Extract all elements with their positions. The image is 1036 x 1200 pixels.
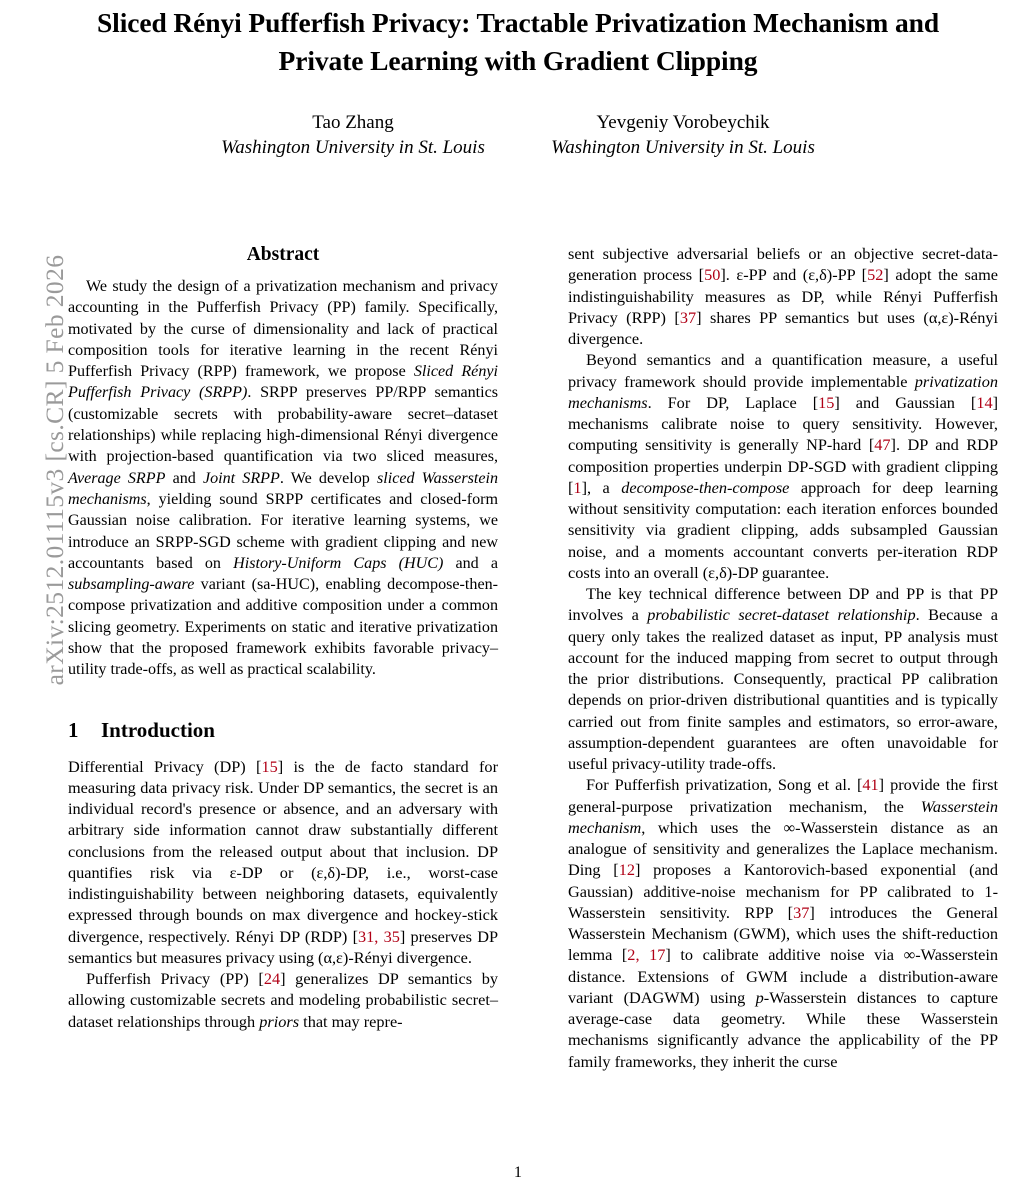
text-run: ] provide the first general-purpose privatization mechanism, the <box>568 775 998 816</box>
text-run: and <box>165 469 203 487</box>
text-run: -Wasserstein distances to capture average-case data geometry. While these Wasserstein mechanisms significantly advance the applicability of the PP family frameworks, they inherit the curse <box>568 987 998 1071</box>
citation-link[interactable]: 37 <box>679 307 697 327</box>
emphasis-text: sliced Wasserstein mechanisms <box>68 469 498 508</box>
body-paragraph <box>68 968 498 1032</box>
left-column-paragraphs <box>68 756 498 1032</box>
citation-link[interactable]: 37 <box>793 902 810 922</box>
citation-link[interactable]: 12 <box>618 860 636 880</box>
citation-link[interactable]: 1 <box>573 477 582 497</box>
text-run: Differential Privacy (DP) [ <box>68 756 262 776</box>
text-run: ] generalizes DP semantics by allowing customizable secrets and modeling probabilistic secret–dataset relationships through <box>68 969 498 1031</box>
author-name: Tao Zhang <box>312 112 394 133</box>
citation-link[interactable]: 50 <box>704 265 721 285</box>
text-run: ] preserves DP semantics but measures privacy using (α,ε)-Rényi divergence. <box>68 926 499 967</box>
citation-link[interactable]: 41 <box>862 775 879 795</box>
arxiv-identifier-stamp: arXiv:2512.01115v3 [cs.CR] 5 Feb 2026 <box>40 254 69 686</box>
text-run: ]. ε-PP and (ε,δ)-PP [ <box>720 265 868 285</box>
text-run: Pufferfish Privacy (PP) [ <box>86 969 264 989</box>
citation-link[interactable]: 2, 17 <box>627 945 666 965</box>
body-paragraph <box>68 756 498 969</box>
emphasis-text: privatization mechanisms <box>568 371 998 412</box>
text-run: For Pufferfish privatization, Song et al. [ <box>586 775 863 795</box>
text-run: ] introduces the General Wasserstein Mechanism (GWM), which uses the shift-reduction lemma [ <box>568 902 998 965</box>
body-paragraph <box>568 349 998 583</box>
body-paragraph <box>568 243 998 349</box>
text-run: , which uses the ∞-Wasserstein distance as an analogue of sensitivity and generalizes the Laplace mechanism. Ding [ <box>568 817 998 880</box>
text-run: , yielding sound SRPP certificates and closed-form Gaussian noise calibration. For iterative learning systems, we introduce an SRPP-SGD scheme with gradient clipping and new accountants based on <box>68 490 498 572</box>
text-run: . We develop <box>279 469 377 487</box>
text-run: . Because a query only takes the realized dataset as input, PP analysis must account for the induced mapping from secret to output through the prior distributions. Consequently, practical PP calibration depends on prior-driven distributional quantities and is typically carried out from finite samples and estimators, so error-aware, assumption-dependent guarantees are often unavoidable for useful privacy-utility trade-offs. <box>568 605 999 773</box>
body-paragraph <box>568 774 998 1072</box>
section-title: Introduction <box>101 717 215 742</box>
text-run: ]. DP and RDP composition properties underpin DP-SGD with gradient clipping [ <box>568 435 998 497</box>
text-run: ] adopt the same indistinguishability measures as DP, while Rényi Pufferfish Privacy (RPP) [ <box>568 265 998 327</box>
text-run: We study the design of a privatization mechanism and privacy accounting in the Pufferfish Privacy (PP) family. Specifically, motivated by the curse of dimensionality and lack of practical composition tools for iterative learning in the recent Rényi Pufferfish Privacy (RPP) framework, we propose <box>68 278 498 381</box>
text-run: ] mechanisms calibrate noise to query sensitivity. However, computing sensitivity is generally NP-hard [ <box>568 392 999 455</box>
abstract-text <box>68 276 498 681</box>
body-paragraph <box>568 583 998 774</box>
emphasis-text: Joint SRPP <box>202 469 280 487</box>
emphasis-text: decompose-then-compose <box>621 477 790 497</box>
citation-link[interactable]: 24 <box>263 969 281 989</box>
text-run: . For DP, Laplace [ <box>647 392 819 412</box>
page-number: 1 <box>513 1162 523 1181</box>
emphasis-text: Sliced Rényi Pufferfish Privacy (SRPP) <box>68 363 498 402</box>
author-entry <box>188 110 518 160</box>
author-affiliation: Washington University in St. Louis <box>551 137 815 158</box>
text-run: ] to calibrate additive noise via ∞-Wasserstein distance. Extensions of GWM include a distribution-aware variant (DAGWM) using <box>568 945 998 1007</box>
text-run: Beyond semantics and a quantification measure, a useful privacy framework should provide implementable <box>568 350 998 391</box>
author-affiliation: Washington University in St. Louis <box>221 137 485 158</box>
text-run: . SRPP preserves PP/RPP semantics (customizable secrets with probability-aware secret–dataset relationships) while replacing high-dimensional Rényi divergence with projection-based quantification via two sliced measures, <box>68 384 499 466</box>
text-run: and a <box>443 554 499 572</box>
emphasis-text: p <box>755 987 764 1007</box>
citation-link[interactable]: 47 <box>874 435 891 455</box>
author-name: Yevgeniy Vorobeychik <box>596 112 770 133</box>
citation-link[interactable]: 14 <box>976 392 993 412</box>
emphasis-text: Average SRPP <box>68 469 166 487</box>
text-run: variant (sa-HUC), enabling decompose-then-compose privatization and additive composition under a common slicing geometry. Experiments on static and iterative privatization show that the proposed framework exhibits favorable privacy–utility trade-offs, as well as practical scalability. <box>68 576 498 679</box>
text-run: sent subjective adversarial beliefs or an objective secret-data-generation process [ <box>568 244 998 285</box>
text-run: ] and Gaussian [ <box>834 392 977 412</box>
citation-link[interactable]: 31, 35 <box>358 926 400 946</box>
abstract-heading: Abstract <box>246 244 320 265</box>
author-entry <box>518 110 848 160</box>
right-column-paragraphs <box>568 243 998 1072</box>
text-run: ] shares PP semantics but uses (α,ε)-Rényi divergence. <box>568 307 998 348</box>
page-title: Sliced Rényi Pufferfish Privacy: Tractable Privatization Mechanism and Private Learning with Gradient Clipping <box>96 7 940 76</box>
emphasis-text: probabilistic secret-dataset relationship <box>647 605 916 625</box>
emphasis-text: subsampling-aware <box>68 576 195 594</box>
text-run: ] is the de facto standard for measuring data privacy risk. Under DP semantics, the secret is an individual record's presence or absence, and an adversary with arbitrary side information cannot draw substantially different conclusions from the released output about that inclusion. DP quantifies risk via ε-DP or (ε,δ)-DP, i.e., worst-case indistinguishability between neighboring datasets, equivalently expressed through bounds on max divergence and hockey-stick divergence, respectively. Rényi DP (RDP) [ <box>68 756 498 946</box>
text-run: ] proposes a Kantorovich-based exponential (and Gaussian) additive-noise mechanism for PP calibrated to 1-Wasserstein sensitivity. RPP [ <box>568 860 999 922</box>
citation-link[interactable]: 52 <box>867 265 884 285</box>
text-run: that may repre- <box>299 1011 403 1031</box>
emphasis-text: History-Uniform Caps (HUC) <box>233 554 444 572</box>
emphasis-text: Wasserstein mechanism <box>568 796 998 837</box>
text-run: approach for deep learning without sensitivity computation: each iteration enforces bounded sensitivity via gradient clipping, adds subsampled Gaussian noise, and a moments accountant converts per-iteration RDP costs into an overall (ε,δ)-DP guarantee. <box>568 477 998 582</box>
citation-link[interactable]: 15 <box>261 756 278 776</box>
citation-link[interactable]: 15 <box>818 392 835 412</box>
column-right <box>568 243 998 1072</box>
emphasis-text: priors <box>259 1011 300 1031</box>
section-number: 1 <box>68 717 79 742</box>
author-list <box>68 110 968 160</box>
title-block <box>68 0 968 80</box>
text-run: The key technical difference between DP and PP is that PP involves a <box>568 584 998 625</box>
text-run: ], a <box>581 477 622 497</box>
section-heading-introduction <box>68 717 498 743</box>
column-left <box>68 243 498 1032</box>
